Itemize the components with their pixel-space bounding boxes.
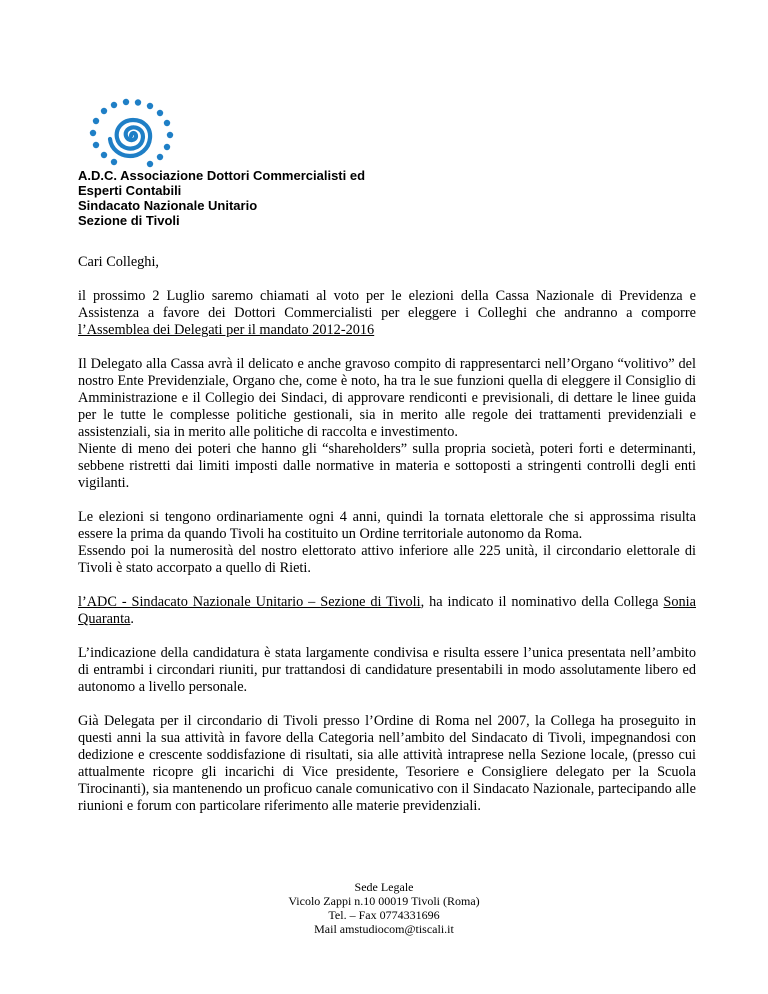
salutation: Cari Colleghi, [78,254,160,270]
letter-body [78,254,696,832]
organization-header [78,168,478,228]
paragraph-candidate [78,594,696,628]
footer-address: Vicolo Zappi n.10 00019 Tivoli (Roma) [288,894,480,908]
underlined-candidate-name: Sonia Quaranta [78,594,696,627]
paragraph-candidacy-shared: L’indicazione della candidatura è stata largamente condivisa e risulta essere l’unica presentata nell’ambito di entrambi i circondari riuniti, pur trattandosi di candidature presentabili in modo assolutamente libero ed autonomo a livello personale. [78,645,696,695]
paragraph-delegate-role: Il Delegato alla Cassa avrà il delicato e anche gravoso compito di rappresentarci nell’Organo “volitivo” del nostro Ente Previdenziale, Organo che, come è noto, ha tra le sue funzioni quella di eleggere il Consiglio di Amministrazione e il Collegio dei Sindaci, di approvare rendiconti e previsionali, di dettare le linee guida per le tutte le complesse politiche gestionali, sia in merito alle regole dei trattamenti previdenziali e assistenziali, sia in merito alle politiche di raccolta e investimento. [78,356,696,440]
paragraph-election-intro [78,288,696,339]
footer-contact [0,880,768,936]
paragraph-candidate-background: Già Delegata per il circondario di Tivoli presso l’Ordine di Roma nel 2007, la Collega ha proseguito in questi anni la sua attività in favore della Categoria nell’ambito del Sindacato di Tivoli, impegnandosi con dedizione e crescente soddisfazione di risultati, sia alle attività intraprese nella Sezione locale, (presso cui attualmente ricopre gli incarichi di Vice presidente, Tesoriere e Consigliere delegato per la Scuola Tirocinanti), sia mantenendo un proficuo canale comunicativo con il Sindacato Nazionale, partecipando alle riunioni e forum con particolare riferimento alle materie previdenziali. [78,713,696,814]
underlined-assembly-mandate: l’Assemblea dei Delegati per il mandato 2012-2016 [78,322,375,338]
paragraph-text: , ha indicato il nominativo della Collega [420,594,664,610]
org-name-line4: Sezione di Tivoli [78,213,180,228]
underlined-section-name: l’ADC - Sindacato Nazionale Unitario – Sezione di Tivoli [78,594,421,610]
org-name-line2: Esperti Contabili [78,183,182,198]
paragraph-electorate: Essendo poi la numerosità del nostro elettorato attivo inferiore alle 225 unità, il circondario elettorale di Tivoli è stato accorpato a quello di Rieti. [78,543,696,576]
org-name-line1: A.D.C. Associazione Dottori Commercialisti ed [78,168,366,183]
paragraph-election-cycle: Le elezioni si tengono ordinariamente ogni 4 anni, quindi la tornata elettorale che si approssima risulta essere la prima da quando Tivoli ha costituito un Ordine territoriale autonomo da Roma. [78,509,696,542]
footer-registered-office: Sede Legale [354,880,414,894]
dotted-spiral-logo-icon [84,98,180,172]
paragraph-text: il prossimo 2 Luglio saremo chiamati al voto per le elezioni della Cassa Nazionale di Previdenza e Assistenza a favore dei Dottori Commercialisti per eleggere i Colleghi che andranno a comporre [78,288,696,321]
footer-phone-fax: Tel. – Fax 0774331696 [328,908,440,922]
paragraph-shareholders: Niente di meno dei poteri che hanno gli “shareholders” sulla propria società, poteri forti e determinanti, sebbene ristretti dai limiti imposti dalle normative in materia e sottoposti a stringenti controlli degli enti vigilanti. [78,441,696,491]
footer-email: Mail amstudiocom@tiscali.it [314,922,454,936]
org-name-line3: Sindacato Nazionale Unitario [78,198,258,213]
paragraph-end: . [130,611,134,627]
